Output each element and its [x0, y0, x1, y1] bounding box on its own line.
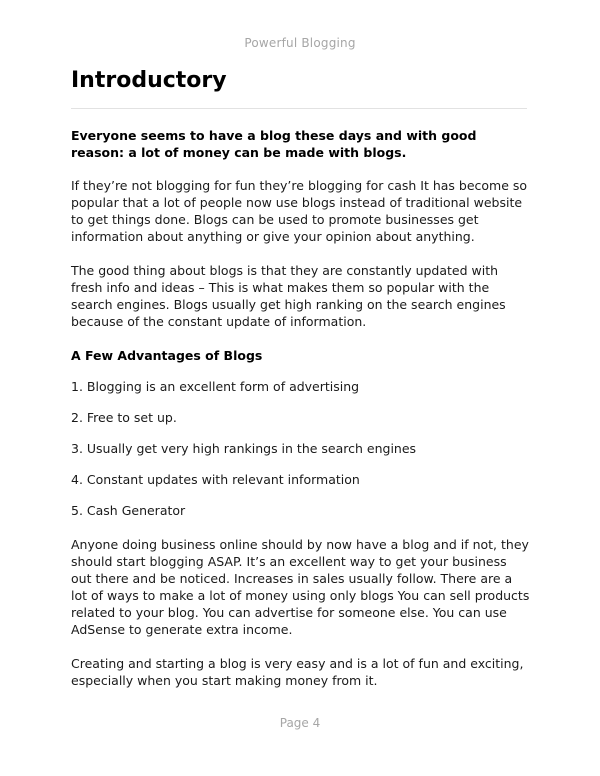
- advantage-list-item: 4. Constant updates with relevant information: [71, 472, 360, 487]
- lead-paragraph: Everyone seems to have a blog these days and with good reason: a lot of money can be made with blogs.: [71, 128, 477, 160]
- body-paragraph: The good thing about blogs is that they are constantly updated with fresh info and ideas – This is what makes them so popular with the search engines. Blogs usually get high ranking on the search engines because of the constant update of information.: [71, 263, 506, 329]
- body-paragraph: Creating and starting a blog is very easy and is a lot of fun and exciting, especially when you start making money from it.: [71, 656, 524, 688]
- advantage-list-item: 2. Free to set up.: [71, 410, 177, 425]
- running-header: Powerful Blogging: [244, 36, 356, 50]
- body-paragraph: If they’re not blogging for fun they’re blogging for cash It has become so popular that a lot of people now use blogs instead of traditional website to get things done. Blogs can be used to promote businesses get information about anything or give your opinion about anything.: [71, 178, 528, 244]
- section-heading: A Few Advantages of Blogs: [71, 348, 263, 363]
- body-paragraph: Anyone doing business online should by now have a blog and if not, they should start blogging ASAP. It’s an excellent way to get your business out there and be noticed. Increases in sales usually follow. There are a lot of ways to make a lot of money using only blogs You can sell products related to your blog. You can advertise for someone else. You can use AdSense to generate extra income.: [71, 537, 530, 637]
- advantage-list-item: 5. Cash Generator: [71, 503, 186, 518]
- document-body: [71, 127, 531, 706]
- page-title: Introductory: [71, 68, 227, 93]
- advantage-list-item: 3. Usually get very high rankings in the search engines: [71, 441, 417, 456]
- title-divider: [71, 108, 527, 109]
- page-number: Page 4: [279, 716, 321, 730]
- advantage-list-item: 1. Blogging is an excellent form of advertising: [71, 379, 360, 394]
